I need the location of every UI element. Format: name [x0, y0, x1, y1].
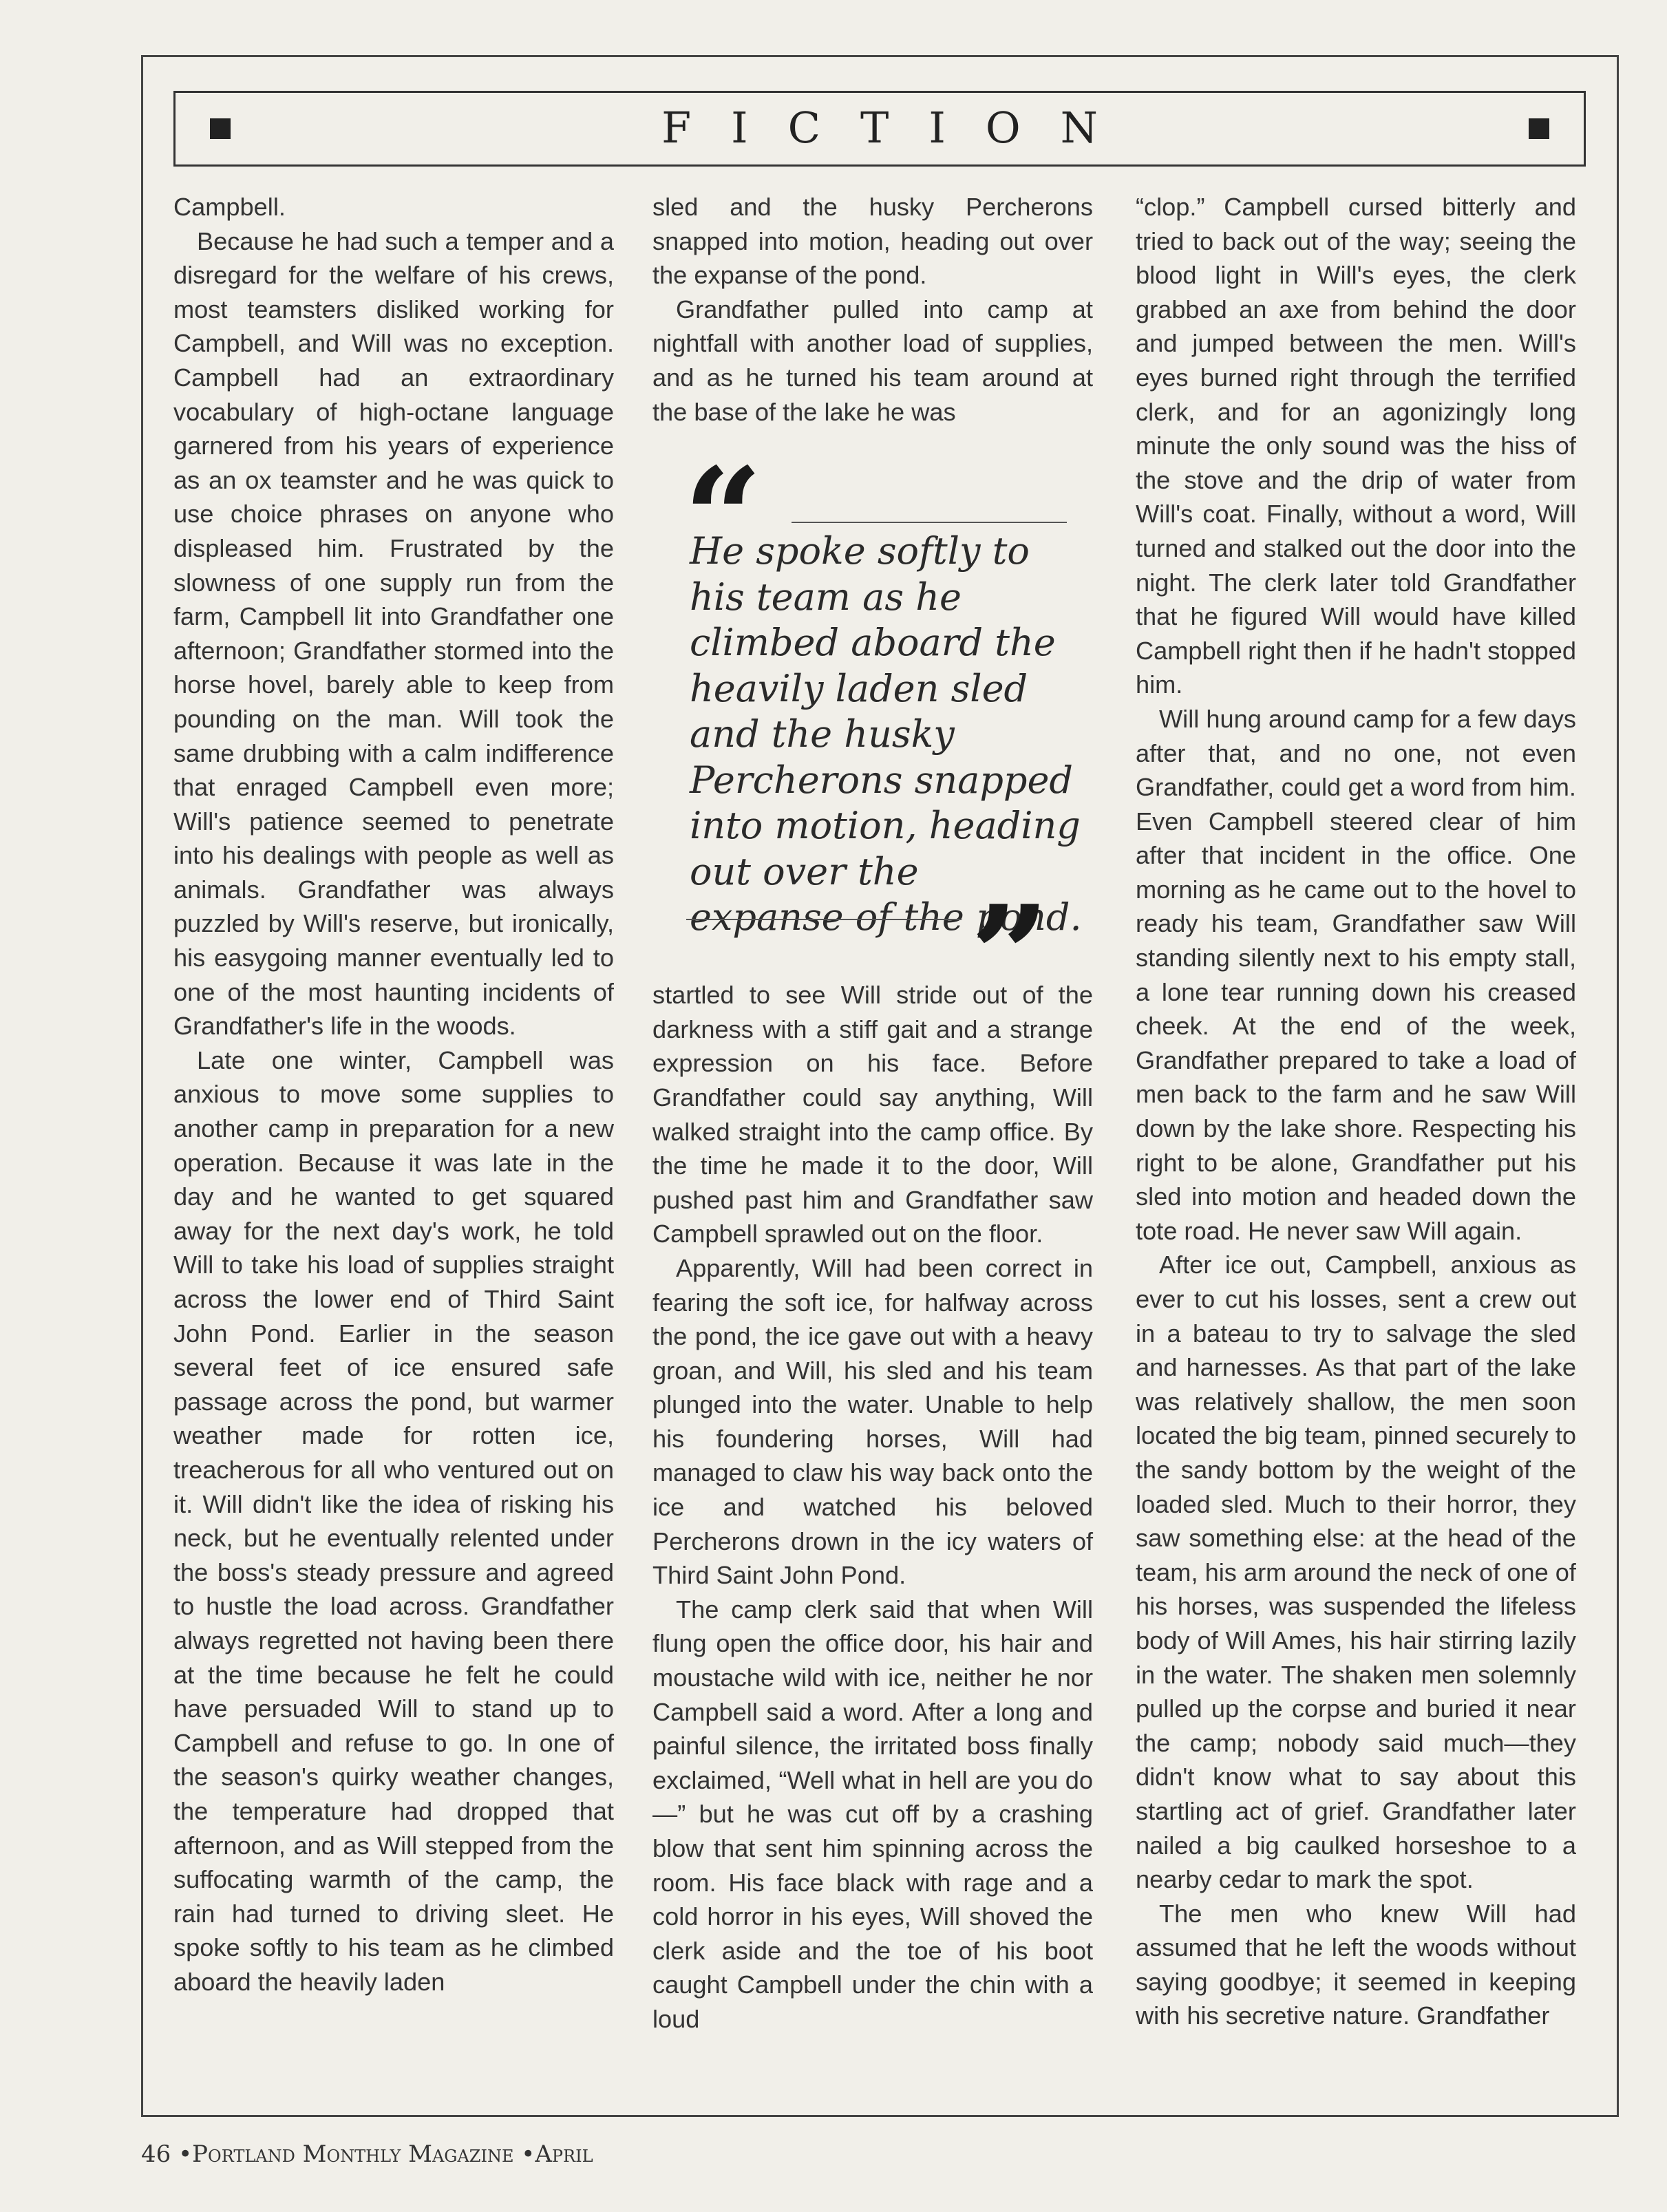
paragraph: Campbell. — [173, 193, 286, 221]
paragraph: Grandfather pulled into camp at nightfall with another load of supplies, and as he turned his team around at the base of the lake he was — [652, 295, 1093, 426]
divider — [792, 522, 1067, 523]
bullet: • — [521, 2140, 535, 2168]
section-header — [173, 91, 1586, 167]
pull-quote — [678, 438, 1084, 1037]
section-title: FICTION — [661, 103, 1138, 153]
bullet: • — [178, 2140, 193, 2168]
page-footer — [141, 2140, 593, 2168]
open-quote-icon: “ — [683, 438, 763, 599]
column-1 — [173, 190, 614, 1999]
paragraph: Late one winter, Campbell was anxious to move some supplies to another camp in preparation for a new operation. Because it was late in the day and he wanted to get squared away for the next day's work, he told Will to take his load of supplies straight across the lower end of Third Saint John Pond. Earlier in the season several feet of ice ensured safe passage across the pond, but warmer weather made for rotten ice, treacherous for all who ventured out on it. Will didn't like the idea of risking his neck, but he eventually relented under the boss's steady pressure and agreed to hustle the load across. Grandfather always regretted not having been there at the time because he felt he could have persuaded Will to stand up to Campbell and refuse to go. In one of the season's quirky weather changes, the temperature had dropped that afternoon, and as Will stepped from the suffocating warmth of the camp, the rain had turned to driving sleet. He spoke softly to his team as he climbed aboard the heavily laden — [173, 1045, 614, 1996]
paragraph: Will hung around camp for a few days after that, and no one, not even Grandfather, could get a word from him. Even Campbell steered clear of him after that incident in the office. One morning as he came out to the hovel to ready his team, Grandfather saw Will standing silently next to his empty stall, a lone tear running down his creased cheek. At the end of the week, Grandfather prepared to take a load of men back to the farm and he saw Will down by the lake shore. Respecting his right to be alone, Grandfather put his sled into motion and headed down the tote road. He never saw Will again. — [1136, 704, 1576, 1245]
paragraph: Apparently, Will had been correct in fearing the soft ice, for halfway across the pond, the ice gave out with a heavy groan, and Will, his sled and his team plunged into the water. Unable to help his foundering horses, Will had managed to claw his way back onto the ice and watched his beloved Percherons drown in the icy waters of Third Saint John Pond. — [652, 1253, 1093, 1590]
close-quote-icon: ” — [970, 875, 1050, 1037]
divider — [686, 919, 962, 920]
page-number: 46 — [141, 2140, 171, 2168]
paragraph: Because he had such a temper and a disregard for the welfare of his crews, most teamsters disliked working for Campbell, and Will was no exception. Campbell had an extraordinary vocabulary of high-octane language garnered from his years of experience as an ox teamster and he was quick to use choice phrases on anyone who displeased him. Frustrated by the slowness of one supply run from the farm, Campbell lit into Grandfather one afternoon; Grandfather stormed into the horse hovel, barely able to keep from pounding on the man. Will took the same drubbing with a calm indifference that enraged Campbell even more; Will's patience seemed to penetrate into his dealings with people as well as animals. Grandfather was always puzzled by Will's reserve, but ironically, his easygoing manner eventually led to one of the most haunting incidents of Grandfather's life in the woods. — [173, 226, 614, 1041]
paragraph: sled and the husky Percherons snapped into motion, heading out over the expanse of the pond. — [652, 193, 1093, 290]
issue-month: April — [535, 2140, 593, 2168]
paragraph: “clop.” Campbell cursed bitterly and tried to back out of the way; seeing the blood light in Will's eyes, the clerk grabbed an axe from behind the door and jumped between the men. Will's eyes burned right through the terrified clerk, and for an agonizingly long minute the only sound was the hiss of the stove and the drip of water from Will's coat. Finally, without a word, Will turned and stalked out the door into the night. The clerk later told Grandfather that he figured Will would have killed Campbell right then if he hadn't stopped him. — [1136, 193, 1576, 699]
pull-quote-text: He spoke softly to his team as he climbed aboard the heavily laden sled and the husky Percherons snapped into motion, heading out over the expanse of the pond. — [690, 529, 1082, 939]
paragraph: startled to see Will stride out of the darkness with a stiff gait and a strange expression on his face. Before Grandfather could say anything, Will walked straight into the camp office. By the time he made it to the door, Will pushed past him and Grandfather saw Campbell sprawled out on the floor. — [652, 981, 1093, 1248]
paragraph: The men who knew Will had assumed that he left the woods without saying goodbye; it seemed in keeping with his secretive nature. Grandfather — [1136, 1899, 1576, 2030]
paragraph: After ice out, Campbell, anxious as ever to cut his losses, sent a crew out in a bateau to try to salvage the sled and harnesses. As that part of the lake was relatively shallow, the men soon located the big team, pinned securely to the sandy bottom by the weight of the loaded sled. Much to their horror, they saw something else: at the head of the team, his arm around the neck of one of his horses, was suspended the lifeless body of Will Ames, his hair stirring lazily in the water. The shaken men solemnly pulled up the corpse and buried it near the camp; nobody said much—they didn't know what to say about this startling act of grief. Grandfather later nailed a big caulked horseshoe to a nearby cedar to mark the spot. — [1136, 1251, 1576, 1894]
square-bullet-icon — [1529, 118, 1549, 139]
publication-name: Portland Monthly Magazine — [192, 2140, 514, 2168]
paragraph: The camp clerk said that when Will flung open the office door, his hair and moustache wild with ice, neither he nor Campbell said a word. After a long and painful silence, the irritated boss finally exclaimed, “Well what in hell are you do—” but he was cut off by a crashing blow that sent him spinning across the room. His face black with rage and a cold horror in his eyes, Will shoved the clerk aside and the toe of his boot caught Campbell under the chin with a loud — [652, 1595, 1093, 2033]
column-3 — [1136, 190, 1576, 2033]
